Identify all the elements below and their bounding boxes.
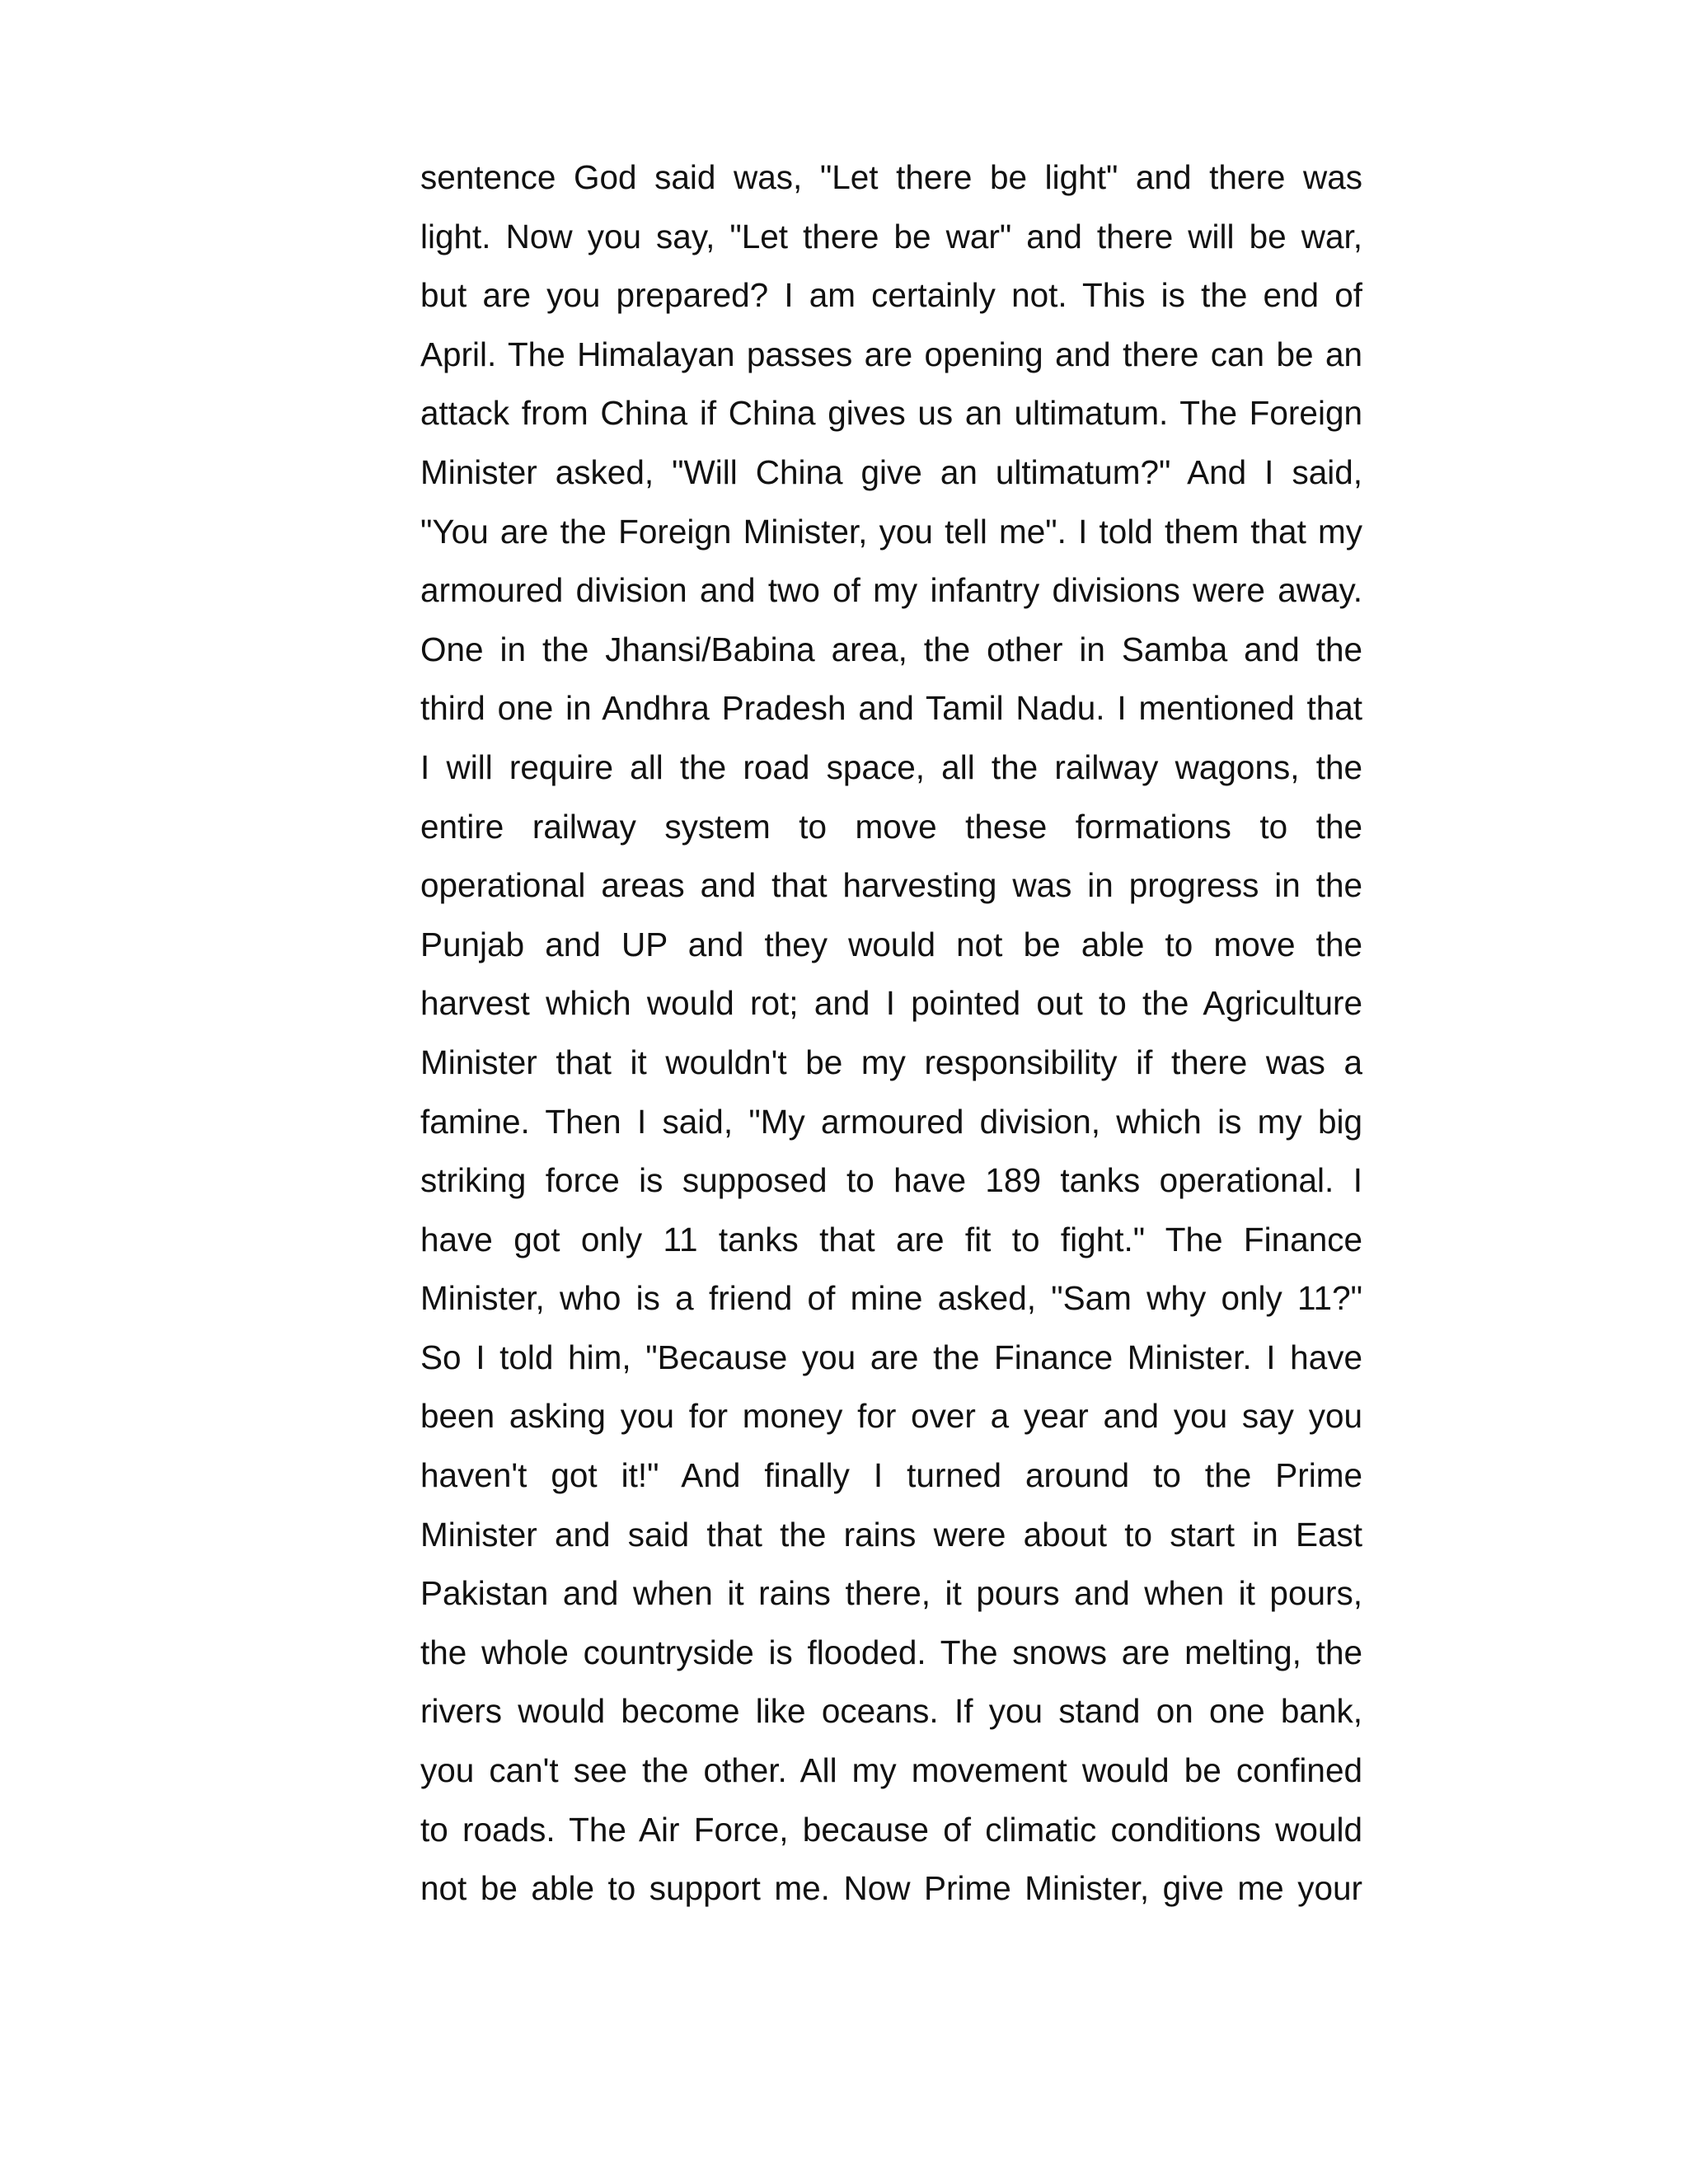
text-line: have got only 11 tanks that are fit to fight." The Finance — [420, 1220, 1362, 1258]
text-line: rivers would become like oceans. If you stand on one bank, — [420, 1692, 1362, 1731]
text-line: harvest which would rot; and I pointed out to the Agriculture — [420, 984, 1362, 1023]
text-line: One in the Jhansi/Babina area, the other in Samba and the — [420, 630, 1362, 668]
text-line: been asking you for money for over a year and you say you — [420, 1397, 1362, 1436]
text-line: So I told him, "Because you are the Finance Minister. I have — [420, 1338, 1362, 1376]
text-line: armoured division and two of my infantry divisions were away. — [420, 571, 1362, 610]
body-paragraph — [420, 148, 1362, 1919]
text-line: haven't got it!" And finally I turned around to the Prime — [420, 1456, 1362, 1495]
text-line: striking force is supposed to have 189 tanks operational. I — [420, 1161, 1362, 1200]
text-line: "You are the Foreign Minister, you tell me". I told them that my — [420, 512, 1362, 551]
text-line: Pakistan and when it rains there, it pours and when it pours, — [420, 1574, 1362, 1613]
text-line: not be able to support me. Now Prime Minister, give me your — [420, 1869, 1362, 1908]
text-line: the whole countryside is flooded. The snows are melting, the — [420, 1633, 1362, 1671]
text-line: Minister that it wouldn't be my responsibility if there was a — [420, 1043, 1362, 1081]
text-line: to roads. The Air Force, because of climatic conditions would — [420, 1810, 1362, 1849]
text-line: entire railway system to move these formations to the — [420, 807, 1362, 846]
text-line: light. Now you say, "Let there be war" and there will be war, — [420, 217, 1362, 255]
text-line: Minister, who is a friend of mine asked, "Sam why only 11?" — [420, 1279, 1362, 1318]
text-line: April. The Himalayan passes are opening and there can be an — [420, 335, 1362, 373]
text-line: Minister asked, "Will China give an ultimatum?" And I said, — [420, 452, 1362, 491]
text-line: but are you prepared? I am certainly not. This is the end of — [420, 276, 1362, 315]
text-line: attack from China if China gives us an ultimatum. The Foreign — [420, 394, 1362, 433]
text-line: famine. Then I said, "My armoured division, which is my big — [420, 1102, 1362, 1141]
text-line: third one in Andhra Pradesh and Tamil Nadu. I mentioned that — [420, 689, 1362, 728]
text-line: I will require all the road space, all the railway wagons, the — [420, 748, 1362, 786]
text-line: you can't see the other. All my movement would be confined — [420, 1751, 1362, 1790]
text-line: sentence God said was, "Let there be light" and there was — [420, 158, 1362, 196]
text-line: Punjab and UP and they would not be able to move the — [420, 925, 1362, 963]
text-line: operational areas and that harvesting was in progress in the — [420, 866, 1362, 905]
text-line: Minister and said that the rains were about to start in East — [420, 1515, 1362, 1554]
